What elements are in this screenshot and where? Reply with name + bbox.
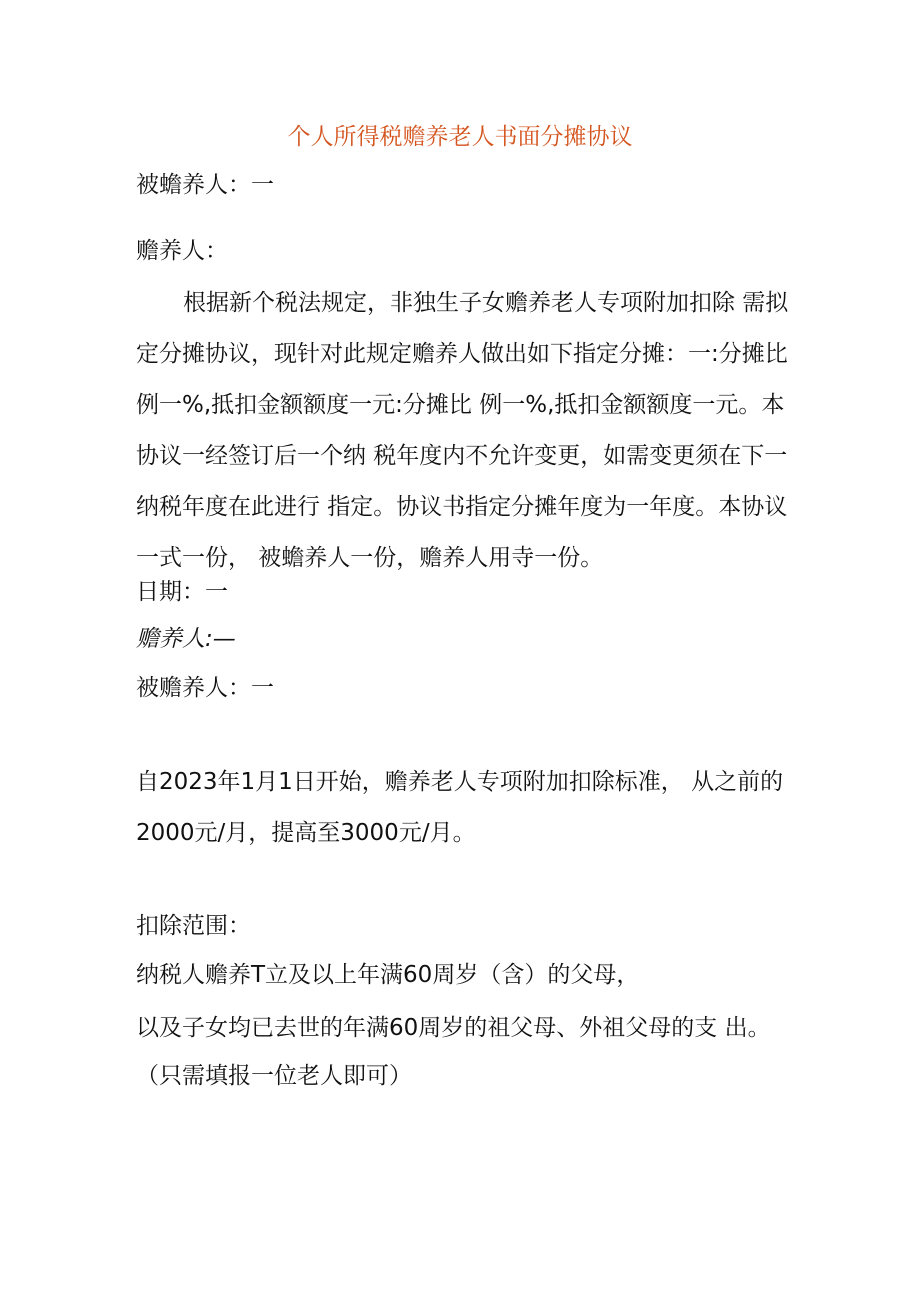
- body-line: 根据新个税法规定，非独生子女赡养老人专项附加扣除 需拟: [183, 290, 789, 316]
- supporter-signature-line: 赡养人:—: [136, 626, 236, 652]
- supported-signature-line: 被赡养人：一: [136, 675, 274, 701]
- body-line: 一式一份， 被蟾养人一份，赡养人用寺一份。: [136, 545, 604, 571]
- supporter-line: 赡养人：: [136, 238, 228, 264]
- date-line: 日期：一: [136, 579, 228, 605]
- scope-line: 纳税人赡养T立及以上年满60周岁（含）的父母，: [136, 962, 640, 988]
- scope-heading: 扣除范围：: [136, 913, 251, 939]
- scope-note: （只需填报一位老人即可）: [136, 1063, 412, 1089]
- document-title: 个人所得税赡养老人书面分摊协议: [287, 124, 633, 150]
- agreement-body: [136, 278, 788, 584]
- body-line: 纳税年度在此进行 指定。协议书指定分摊年度为一年度。本协议: [136, 494, 788, 520]
- standard-line: 2000元/月，提高至3000元/月。: [136, 820, 476, 846]
- body-line: 例一%,抵扣金额额度一元:分摊比 例一%,抵扣金额额度一元。本: [136, 392, 785, 418]
- standard-paragraph: [136, 757, 783, 859]
- standard-line: 自2023年1月1日开始，赡养老人专项附加扣除标准， 从之前的: [136, 769, 784, 795]
- body-line: 协议一经签订后一个纳 税年度内不允许变更，如需变更须在下一: [136, 443, 788, 469]
- supported-person-line: 被蟾养人：一: [136, 172, 274, 198]
- scope-line: 以及子女均已去世的年满60周岁的祖父母、外祖父母的支 出。: [136, 1015, 771, 1041]
- body-line: 定分摊协议，现针对此规定赡养人做出如下指定分摊：一:分摊比: [136, 341, 788, 367]
